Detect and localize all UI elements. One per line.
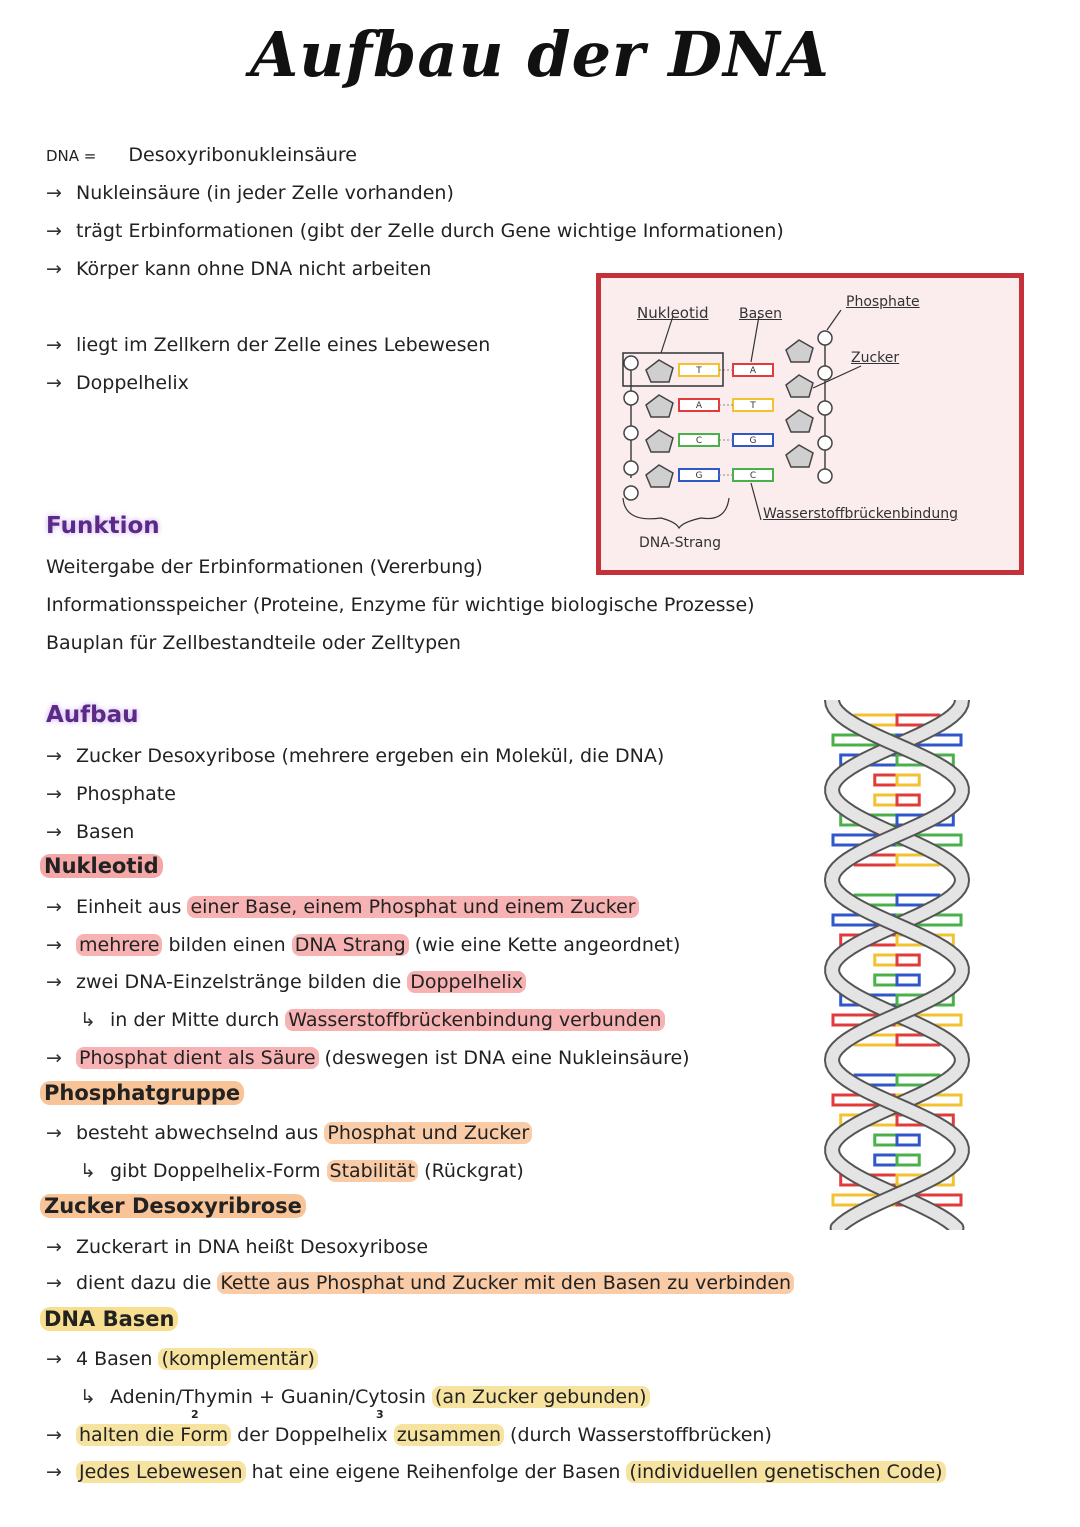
intro-bullet: → trägt Erbinformationen (gibt der Zelle durch Gene wichtige Informationen) (46, 220, 784, 242)
basen-line: → 4 Basen (komplementär) (46, 1348, 318, 1370)
sugar-pentagon (786, 340, 813, 362)
arrow-icon: → (46, 821, 62, 843)
phosphate-circle (818, 469, 832, 483)
intro-bullet: → Doppelhelix (46, 372, 189, 394)
sugar-pentagon (646, 395, 673, 417)
phosphate-circle (624, 391, 638, 405)
basen-subline: ↳ Adenin/Thymin + Guanin/Cytosin (an Zucker gebunden) (80, 1386, 650, 1408)
funktion-line: Informationsspeicher (Proteine, Enzyme für wichtige biologische Prozesse) (46, 594, 755, 616)
arrow-icon: → (46, 1348, 62, 1370)
nukleotid-line: → Einheit aus einer Base, einem Phosphat und einem Zucker (46, 896, 639, 918)
nukleotid-line: → Phosphat dient als Säure (deswegen ist DNA eine Nukleinsäure) (46, 1047, 690, 1069)
phosphate-circle (818, 331, 832, 345)
arrow-icon: → (46, 1047, 62, 1069)
intro-bullet: → Nukleinsäure (in jeder Zelle vorhanden) (46, 182, 454, 204)
base-letter: A (695, 401, 703, 411)
arrow-icon: → (46, 182, 62, 204)
base-letter: T (696, 366, 702, 376)
helix-base (897, 1135, 919, 1145)
phosphate-circle (624, 356, 638, 370)
label-basen: Basen (739, 306, 782, 322)
arrow-icon: → (46, 896, 62, 918)
sugar-pentagon (786, 375, 813, 397)
dna-label: DNA = (46, 147, 97, 165)
label-nukleotid: Nukleotid (637, 304, 709, 322)
zucker-line: → Zuckerart in DNA heißt Desoxyribose (46, 1236, 429, 1258)
aufbau-bullet: → Zucker Desoxyribose (mehrere ergeben ein Molekül, die DNA) (46, 745, 665, 767)
dna-definition (46, 144, 357, 166)
arrow-icon: → (46, 258, 62, 280)
helix-base (875, 795, 897, 805)
arrow-icon: → (46, 934, 62, 956)
phosphate-circle (818, 436, 832, 450)
heading-phosphatgruppe: Phosphatgruppe (40, 1081, 244, 1105)
arrow-icon: → (46, 745, 62, 767)
nukleotid-line: → mehrere bilden einen DNA Strang (wie eine Kette angeordnet) (46, 934, 681, 956)
sugar-pentagon (786, 445, 813, 467)
arrow-icon: → (46, 1424, 62, 1446)
phosphate-circle (624, 461, 638, 475)
phosphate-circle (818, 401, 832, 415)
helix-base (875, 955, 897, 965)
phosphatgruppe-subline: ↳ gibt Doppelhelix-Form Stabilität (Rückgrat) (80, 1160, 524, 1182)
helix-base (897, 795, 919, 805)
bond-count-gc: 3 (376, 1408, 384, 1421)
helix-base (897, 775, 919, 785)
base-letter: C (749, 471, 757, 481)
arrow-icon: → (46, 783, 62, 805)
arrow-icon: → (46, 334, 62, 356)
arrow-icon: → (46, 1461, 62, 1483)
heading-dna-basen: DNA Basen (40, 1307, 178, 1331)
label-zucker: Zucker (851, 350, 900, 366)
aufbau-bullet: → Basen (46, 821, 135, 843)
sugar-pentagon (786, 410, 813, 432)
basen-line: → Jedes Lebewesen hat eine eigene Reihenfolge der Basen (individuellen genetischen Code) (46, 1461, 946, 1483)
sub-arrow-icon: ↳ (80, 1160, 96, 1182)
label-dna-strang: DNA-Strang (639, 535, 722, 551)
heading-zucker: Zucker Desoxyribrose (40, 1194, 306, 1218)
bond-count-at: 2 (191, 1408, 199, 1421)
arrow-icon: → (46, 220, 62, 242)
sugar-pentagon (646, 360, 673, 382)
base-letter: G (749, 436, 757, 446)
base-letter: T (750, 401, 756, 411)
intro-bullet: → liegt im Zellkern der Zelle eines Lebewesen (46, 334, 491, 356)
arrow-icon: → (46, 1236, 62, 1258)
sugar-pentagon (646, 430, 673, 452)
funktion-line: Weitergabe der Erbinformationen (Vererbung) (46, 556, 483, 578)
helix-base (897, 955, 919, 965)
zucker-line: → dient dazu die Kette aus Phosphat und Zucker mit den Basen zu verbinden (46, 1272, 794, 1294)
phosphate-circle (624, 426, 638, 440)
helix-base (897, 1155, 919, 1165)
base-letter: A (749, 366, 757, 376)
intro-bullet: → Körper kann ohne DNA nicht arbeiten (46, 258, 432, 280)
sub-arrow-icon: ↳ (80, 1009, 96, 1031)
helix-base (875, 775, 897, 785)
arrow-icon: → (46, 372, 62, 394)
helix-base (897, 975, 919, 985)
heading-nukleotid: Nukleotid (40, 854, 163, 878)
helix-base (875, 1135, 897, 1145)
funktion-line: Bauplan für Zellbestandteile oder Zelltypen (46, 632, 461, 654)
nukleotid-subline: ↳ in der Mitte durch Wasserstoffbrückenbindung verbunden (80, 1009, 665, 1031)
helix-base (875, 1155, 897, 1165)
base-letter: G (695, 471, 703, 481)
phosphatgruppe-line: → besteht abwechselnd aus Phosphat und Zucker (46, 1122, 532, 1144)
sub-arrow-icon: ↳ (80, 1386, 96, 1408)
base-letter: C (695, 436, 703, 446)
heading-aufbau: Aufbau (46, 702, 139, 728)
nukleotid-line: → zwei DNA-Einzelstränge bilden die Doppelhelix (46, 971, 526, 993)
sugar-pentagon (646, 465, 673, 487)
page-title: Aufbau der DNA (250, 18, 830, 91)
helix-base (875, 975, 897, 985)
arrow-icon: → (46, 1122, 62, 1144)
dna-structure-diagram (596, 273, 1024, 575)
arrow-icon: → (46, 971, 62, 993)
phosphate-circle (624, 486, 638, 500)
heading-funktion: Funktion (46, 513, 160, 539)
dna-full-name: Desoxyribonukleinsäure (128, 144, 357, 166)
label-wasserstoffbrueckenbindung: Wasserstoffbrückenbindung (763, 506, 958, 522)
double-helix-illustration (812, 700, 982, 1230)
arrow-icon: → (46, 1272, 62, 1294)
aufbau-bullet: → Phosphate (46, 783, 176, 805)
basen-line: → halten die Form der Doppelhelix zusammen (durch Wasserstoffbrücken) (46, 1424, 772, 1446)
label-phosphate: Phosphate (846, 294, 920, 310)
phosphate-circle (818, 366, 832, 380)
